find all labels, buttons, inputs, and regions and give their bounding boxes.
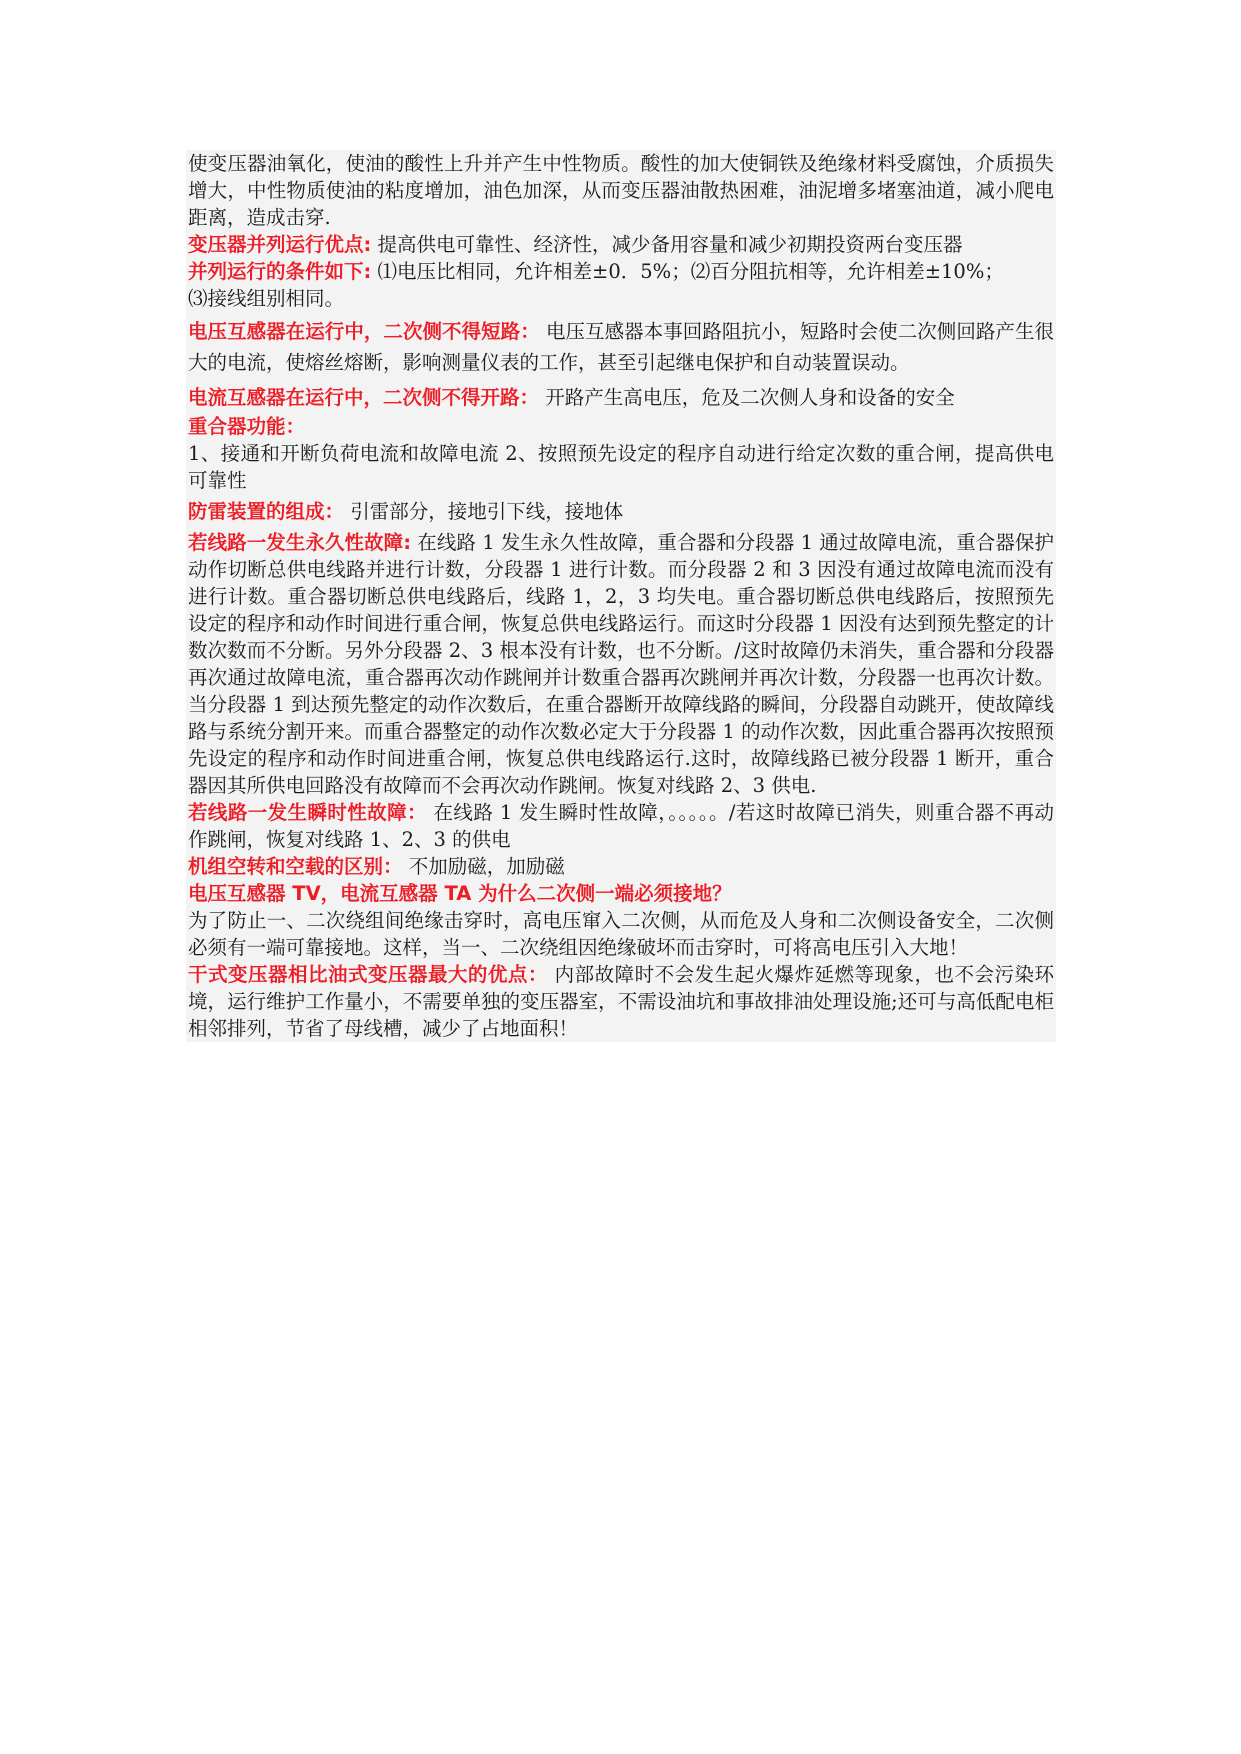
paragraph-text: 1、接通和开断负荷电流和故障电流 2、按照预先设定的程序自动进行给定次数的重合闸，提高供电可靠性 <box>188 442 1054 492</box>
document-body <box>186 150 1056 1042</box>
paragraph-text: 在线路 1 发生永久性故障，重合器和分段器 1 通过故障电流，重合器保护动作切断总供电线路并进行计数，分段器 1 进行计数。而分段器 2 和 3 因没有通过故障电流而没有进行计数。重合器切断总供电线路后，线路 1，2，3 均失电。重合器切断总供电线路后，按照预先设定的程序和动作时间进行重合闸，恢复总供电线路运行。而这时分段器 1 因没有达到预先整定的计数次数而不分断。另外分段器 2、3 根本没有计数，也不分断。/这时故障仍未消失，重合器和分段器再次通过故障电流，重合器再次动作跳闸并计数重合器再次跳闸并再次计数，分段器一也再次计数。当分段器 1 到达预先整定的动作次数后，在重合器断开故障线路的瞬间，分段器自动跳开，使故障线路与系统分割开来。而重合器整定的动作次数必定大于分段器 1 的动作次数，因此重合器再次按照预先设定的程序和动作时间进重合闸，恢复总供电线路运行.这时，故障线路已被分段器 1 断开，重合器因其所供电回路没有故障而不会再次动作跳闸。恢复对线路 2、3 供电. <box>188 531 1054 797</box>
paragraph-text: 为了防止一、二次绕组间绝缘击穿时，高电压窜入二次侧，从而危及人身和二次侧设备安全，二次侧必须有一端可靠接地。这样，当一、二次绕组因绝缘破坏而击穿时，可将高电压引入大地！ <box>188 909 1054 959</box>
grounding-question-heading <box>186 880 1056 907</box>
paragraph-text: 引雷部分，接地引下线，接地体 <box>344 500 624 523</box>
section-heading: 重合器功能： <box>188 415 306 438</box>
paragraph-text: 在线路 1 发生瞬时性故障，。。。。。/若这时故障已消失，则重合器不再动作跳闸，恢复对线路 1、2、3 的供电 <box>188 801 1054 851</box>
section-heading: 电流互感器在运行中，二次侧不得开路： <box>188 386 540 409</box>
section-heading: 若线路一发生瞬时性故障： <box>188 801 427 824</box>
paragraph-text: 开路产生高电压，危及二次侧人身和设备的安全 <box>539 386 955 409</box>
ct-secondary-open-circuit <box>186 382 1056 413</box>
section-heading: 变压器并列运行优点: <box>188 233 372 256</box>
permanent-fault-paragraph <box>186 529 1056 799</box>
idle-vs-noload-paragraph <box>186 853 1056 880</box>
parallel-operation-conditions <box>186 258 1056 285</box>
paragraph-text: ⑴电压比相同，允许相差±0．5%；⑵百分阻抗相等，允许相差±10%； <box>371 260 1004 283</box>
pt-secondary-short-circuit <box>186 316 1056 378</box>
grounding-answer-text <box>186 907 1056 961</box>
section-heading: 干式变压器相比油式变压器最大的优点： <box>188 963 548 986</box>
paragraph-text: 内部故障时不会发生起火爆炸延燃等现象，也不会污染环境，运行维护工作量小，不需要单独的变压器室，不需设油坑和事故排油处理设施;还可与高低配电柜相邻排列，节省了母线槽，减少了占地面积！ <box>188 963 1054 1040</box>
section-heading: 电压互感器 TV，电流互感器 TA 为什么二次侧一端必须接地？ <box>188 882 732 905</box>
section-heading: 机组空转和空载的区别： <box>188 855 403 878</box>
parallel-operation-advantages <box>186 231 1056 258</box>
recloser-function-heading <box>186 413 1056 440</box>
oil-oxidation-paragraph <box>186 150 1056 231</box>
section-heading: 并列运行的条件如下: <box>188 260 372 283</box>
section-heading: 若线路一发生永久性故障: <box>188 531 412 554</box>
paragraph-text: 不加励磁，加励磁 <box>402 855 565 878</box>
paragraph-text: 电压互感器本事回路阻抗小，短路时会使二次侧回路产生很大的电流，使熔丝熔断，影响测量仪表的工作，甚至引起继电保护和自动装置误动。 <box>188 320 1054 374</box>
parallel-operation-conditions-cont <box>186 285 1056 312</box>
paragraph-text: 提高供电可靠性、经济性，减少备用容量和减少初期投资两台变压器 <box>371 233 963 256</box>
recloser-function-text <box>186 440 1056 494</box>
section-heading: 电压互感器在运行中，二次侧不得短路： <box>188 320 540 343</box>
section-heading: 防雷装置的组成： <box>188 500 345 523</box>
paragraph-text: ⑶接线组别相同。 <box>188 287 345 310</box>
lightning-protection-components <box>186 498 1056 525</box>
transient-fault-paragraph <box>186 799 1056 853</box>
paragraph-text: 使变压器油氧化，使油的酸性上升并产生中性物质。酸性的加大使铜铁及绝缘材料受腐蚀，介质损失增大，中性物质使油的粘度增加，油色加深，从而变压器油散热困难，油泥增多堵塞油道，减小爬电距离，造成击穿. <box>188 152 1054 229</box>
dry-type-transformer-advantages <box>186 961 1056 1042</box>
